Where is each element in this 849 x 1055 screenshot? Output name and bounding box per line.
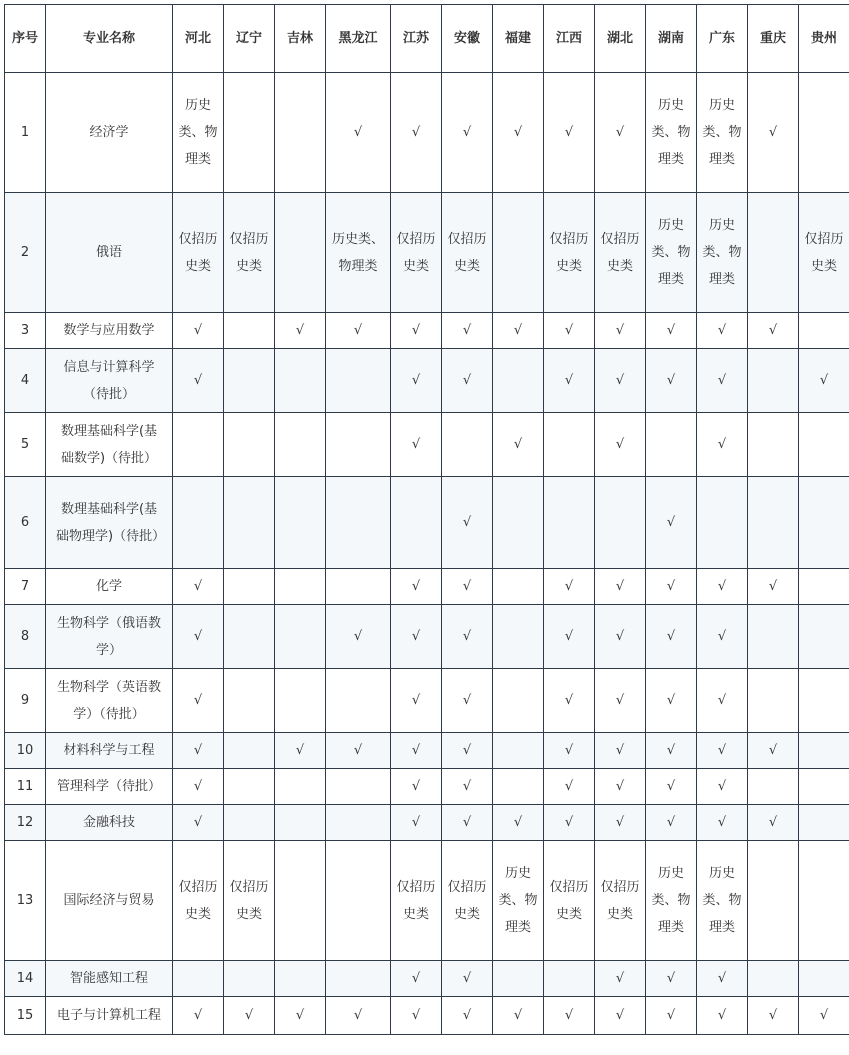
row-cell: √ (697, 605, 748, 669)
row-cell: √ (442, 477, 493, 569)
row-cell (493, 605, 544, 669)
row-cell: √ (646, 769, 697, 805)
row-cell: 仅招历史类 (595, 193, 646, 313)
row-cell: √ (595, 997, 646, 1035)
row-cell: √ (442, 733, 493, 769)
row-cell: √ (646, 669, 697, 733)
row-cell (275, 669, 326, 733)
row-cell: √ (442, 605, 493, 669)
row-cell (493, 961, 544, 997)
table-body (5, 73, 849, 1035)
row-cell: 历史类、物理类 (646, 841, 697, 961)
row-cell: √ (544, 997, 595, 1035)
row-cell (326, 669, 391, 733)
row-cell (224, 669, 275, 733)
row-cell (799, 733, 849, 769)
row-cell (275, 193, 326, 313)
row-cell: √ (173, 997, 224, 1035)
row-cell: √ (173, 805, 224, 841)
row-major-name: 金融科技 (46, 805, 173, 841)
row-cell (275, 413, 326, 477)
row-cell: 仅招历史类 (173, 841, 224, 961)
row-cell (275, 841, 326, 961)
header-major: 专业名称 (46, 5, 173, 73)
row-major-name: 智能感知工程 (46, 961, 173, 997)
row-cell: √ (595, 669, 646, 733)
row-cell (442, 413, 493, 477)
row-cell (799, 669, 849, 733)
row-cell: √ (646, 313, 697, 349)
row-seq: 6 (5, 477, 46, 569)
row-cell (493, 769, 544, 805)
row-cell: 仅招历史类 (544, 841, 595, 961)
row-major-name: 化学 (46, 569, 173, 605)
row-cell: 仅招历史类 (173, 193, 224, 313)
row-cell (493, 349, 544, 413)
row-cell: √ (326, 313, 391, 349)
row-cell: √ (442, 349, 493, 413)
row-cell: √ (595, 961, 646, 997)
row-cell: √ (595, 413, 646, 477)
row-cell: √ (646, 997, 697, 1035)
row-cell: √ (595, 349, 646, 413)
row-cell: √ (391, 413, 442, 477)
row-cell: √ (595, 805, 646, 841)
row-cell: 仅招历史类 (442, 841, 493, 961)
row-cell: √ (544, 805, 595, 841)
row-cell (224, 313, 275, 349)
row-cell (748, 605, 799, 669)
row-seq: 14 (5, 961, 46, 997)
row-cell: √ (697, 733, 748, 769)
row-major-name: 生物科学（俄语教学） (46, 605, 173, 669)
row-cell: √ (697, 569, 748, 605)
row-cell: √ (391, 961, 442, 997)
row-cell: √ (275, 997, 326, 1035)
row-cell (493, 193, 544, 313)
row-seq: 3 (5, 313, 46, 349)
row-major-name: 管理科学（待批） (46, 769, 173, 805)
table-row (5, 841, 849, 961)
row-cell (326, 805, 391, 841)
row-cell: √ (442, 569, 493, 605)
row-cell (224, 569, 275, 605)
row-cell: √ (646, 733, 697, 769)
row-cell: 仅招历史类 (391, 841, 442, 961)
row-cell: 仅招历史类 (391, 193, 442, 313)
row-cell: √ (748, 733, 799, 769)
row-cell (224, 961, 275, 997)
row-cell: 仅招历史类 (224, 841, 275, 961)
row-cell: 历史类、物理类 (697, 193, 748, 313)
row-cell: √ (595, 73, 646, 193)
row-cell (493, 669, 544, 733)
row-cell: √ (442, 73, 493, 193)
row-cell: √ (748, 313, 799, 349)
row-cell: √ (173, 769, 224, 805)
row-cell: √ (326, 733, 391, 769)
table-row (5, 733, 849, 769)
header-heilongjiang: 黑龙江 (326, 5, 391, 73)
row-seq: 7 (5, 569, 46, 605)
row-cell: √ (748, 805, 799, 841)
header-hebei: 河北 (173, 5, 224, 73)
table-row (5, 997, 849, 1035)
row-cell (326, 961, 391, 997)
row-cell (224, 805, 275, 841)
row-cell (799, 605, 849, 669)
row-cell: √ (646, 805, 697, 841)
row-cell: √ (544, 349, 595, 413)
table-row (5, 193, 849, 313)
row-cell (275, 769, 326, 805)
row-seq: 2 (5, 193, 46, 313)
row-major-name: 数学与应用数学 (46, 313, 173, 349)
table-row (5, 605, 849, 669)
row-seq: 1 (5, 73, 46, 193)
row-cell: √ (173, 605, 224, 669)
row-cell: √ (391, 605, 442, 669)
row-major-name: 俄语 (46, 193, 173, 313)
row-cell: √ (391, 997, 442, 1035)
row-cell (275, 349, 326, 413)
header-seq: 序号 (5, 5, 46, 73)
row-cell: √ (391, 669, 442, 733)
row-cell: 历史类、物理类 (646, 73, 697, 193)
row-cell: √ (275, 733, 326, 769)
row-major-name: 数理基础科学(基础物理学)（待批） (46, 477, 173, 569)
row-cell: 仅招历史类 (595, 841, 646, 961)
header-hubei: 湖北 (595, 5, 646, 73)
row-cell: √ (697, 961, 748, 997)
row-cell (224, 605, 275, 669)
table-row (5, 769, 849, 805)
row-major-name: 数理基础科学(基础数学)（待批） (46, 413, 173, 477)
table-row (5, 961, 849, 997)
header-jiangsu: 江苏 (391, 5, 442, 73)
row-cell: √ (697, 349, 748, 413)
row-cell (748, 477, 799, 569)
row-cell (275, 961, 326, 997)
row-cell: √ (442, 961, 493, 997)
row-major-name: 经济学 (46, 73, 173, 193)
row-cell (748, 841, 799, 961)
row-cell (224, 769, 275, 805)
row-cell (544, 961, 595, 997)
header-guizhou: 贵州 (799, 5, 849, 73)
row-cell (799, 313, 849, 349)
row-cell (748, 193, 799, 313)
header-row (5, 5, 849, 73)
row-cell (275, 569, 326, 605)
row-seq: 13 (5, 841, 46, 961)
row-cell: √ (646, 605, 697, 669)
row-cell (275, 805, 326, 841)
row-cell: √ (391, 73, 442, 193)
row-cell: √ (391, 313, 442, 349)
row-cell (173, 477, 224, 569)
row-cell: √ (595, 605, 646, 669)
row-cell (799, 477, 849, 569)
row-cell: √ (697, 805, 748, 841)
row-cell: √ (391, 349, 442, 413)
row-cell: √ (326, 997, 391, 1035)
table-row (5, 669, 849, 733)
row-cell (275, 605, 326, 669)
row-cell: √ (697, 413, 748, 477)
row-cell: √ (326, 605, 391, 669)
row-cell: √ (748, 569, 799, 605)
row-major-name: 电子与计算机工程 (46, 997, 173, 1035)
row-cell (544, 477, 595, 569)
row-cell (326, 413, 391, 477)
table-row (5, 313, 849, 349)
row-cell (748, 769, 799, 805)
row-cell: √ (275, 313, 326, 349)
row-cell (595, 477, 646, 569)
row-seq: 8 (5, 605, 46, 669)
row-cell (748, 669, 799, 733)
row-cell (275, 477, 326, 569)
row-cell: √ (493, 997, 544, 1035)
row-cell: √ (173, 669, 224, 733)
row-cell: √ (697, 313, 748, 349)
row-cell (391, 477, 442, 569)
row-cell: 仅招历史类 (224, 193, 275, 313)
row-cell: 仅招历史类 (544, 193, 595, 313)
header-jilin: 吉林 (275, 5, 326, 73)
row-cell: 历史类、物理类 (646, 193, 697, 313)
row-cell (544, 413, 595, 477)
row-seq: 4 (5, 349, 46, 413)
row-cell: √ (173, 733, 224, 769)
header-hunan: 湖南 (646, 5, 697, 73)
row-cell (493, 733, 544, 769)
row-cell (224, 349, 275, 413)
row-cell: √ (493, 805, 544, 841)
row-cell (799, 769, 849, 805)
row-cell (697, 477, 748, 569)
row-cell: √ (697, 669, 748, 733)
row-cell: √ (697, 769, 748, 805)
row-cell: √ (748, 997, 799, 1035)
row-major-name: 信息与计算科学（待批） (46, 349, 173, 413)
row-cell (799, 569, 849, 605)
row-cell: √ (493, 313, 544, 349)
row-cell: √ (442, 997, 493, 1035)
row-cell: √ (391, 733, 442, 769)
row-cell (326, 841, 391, 961)
row-cell: √ (799, 349, 849, 413)
row-seq: 15 (5, 997, 46, 1035)
row-cell: √ (544, 605, 595, 669)
row-cell (748, 961, 799, 997)
table-row (5, 413, 849, 477)
row-cell (275, 73, 326, 193)
row-cell: 历史类、物理类 (173, 73, 224, 193)
row-cell (326, 569, 391, 605)
row-cell: √ (224, 997, 275, 1035)
row-cell: 历史类、物理类 (697, 841, 748, 961)
row-cell: √ (595, 733, 646, 769)
row-cell: √ (391, 805, 442, 841)
table-row (5, 569, 849, 605)
row-cell (748, 349, 799, 413)
header-jiangxi: 江西 (544, 5, 595, 73)
row-cell (799, 413, 849, 477)
row-seq: 9 (5, 669, 46, 733)
row-cell: √ (173, 569, 224, 605)
row-cell: 历史类、物理类 (493, 841, 544, 961)
row-cell: √ (544, 669, 595, 733)
table-row (5, 477, 849, 569)
header-guangdong: 广东 (697, 5, 748, 73)
row-cell: √ (544, 569, 595, 605)
row-cell: √ (493, 73, 544, 193)
header-chongqing: 重庆 (748, 5, 799, 73)
row-cell: √ (646, 477, 697, 569)
row-seq: 10 (5, 733, 46, 769)
row-cell (799, 805, 849, 841)
header-liaoning: 辽宁 (224, 5, 275, 73)
row-cell (646, 413, 697, 477)
table-row (5, 73, 849, 193)
row-cell (224, 477, 275, 569)
row-cell: √ (646, 569, 697, 605)
header-anhui: 安徽 (442, 5, 493, 73)
row-cell: √ (697, 997, 748, 1035)
table-row (5, 349, 849, 413)
row-seq: 5 (5, 413, 46, 477)
row-cell: √ (391, 769, 442, 805)
row-cell: √ (544, 769, 595, 805)
row-seq: 12 (5, 805, 46, 841)
row-cell: √ (595, 569, 646, 605)
row-cell (799, 841, 849, 961)
row-cell (326, 349, 391, 413)
row-cell (493, 477, 544, 569)
table-row (5, 805, 849, 841)
row-cell: √ (544, 313, 595, 349)
row-cell (224, 73, 275, 193)
row-major-name: 国际经济与贸易 (46, 841, 173, 961)
row-cell: √ (173, 313, 224, 349)
row-cell: √ (646, 961, 697, 997)
enrollment-table (4, 4, 849, 1035)
row-cell (173, 413, 224, 477)
row-cell: √ (799, 997, 849, 1035)
row-cell: 历史类、物理类 (697, 73, 748, 193)
row-major-name: 材料科学与工程 (46, 733, 173, 769)
row-major-name: 生物科学（英语教学）（待批） (46, 669, 173, 733)
row-cell: √ (442, 769, 493, 805)
row-cell (173, 961, 224, 997)
row-cell: √ (748, 73, 799, 193)
row-seq: 11 (5, 769, 46, 805)
row-cell: √ (442, 669, 493, 733)
row-cell (326, 769, 391, 805)
row-cell: 仅招历史类 (442, 193, 493, 313)
row-cell: √ (326, 73, 391, 193)
row-cell: √ (595, 313, 646, 349)
row-cell: √ (544, 73, 595, 193)
row-cell: √ (442, 805, 493, 841)
row-cell (326, 477, 391, 569)
row-cell: √ (646, 349, 697, 413)
row-cell: √ (493, 413, 544, 477)
row-cell: 历史类、物理类 (326, 193, 391, 313)
row-cell (224, 733, 275, 769)
row-cell: √ (442, 313, 493, 349)
row-cell (493, 569, 544, 605)
row-cell: √ (391, 569, 442, 605)
row-cell: √ (544, 733, 595, 769)
header-fujian: 福建 (493, 5, 544, 73)
row-cell (224, 413, 275, 477)
row-cell: √ (595, 769, 646, 805)
row-cell (799, 961, 849, 997)
row-cell: √ (173, 349, 224, 413)
row-cell: 仅招历史类 (799, 193, 849, 313)
row-cell (748, 413, 799, 477)
row-cell (799, 73, 849, 193)
